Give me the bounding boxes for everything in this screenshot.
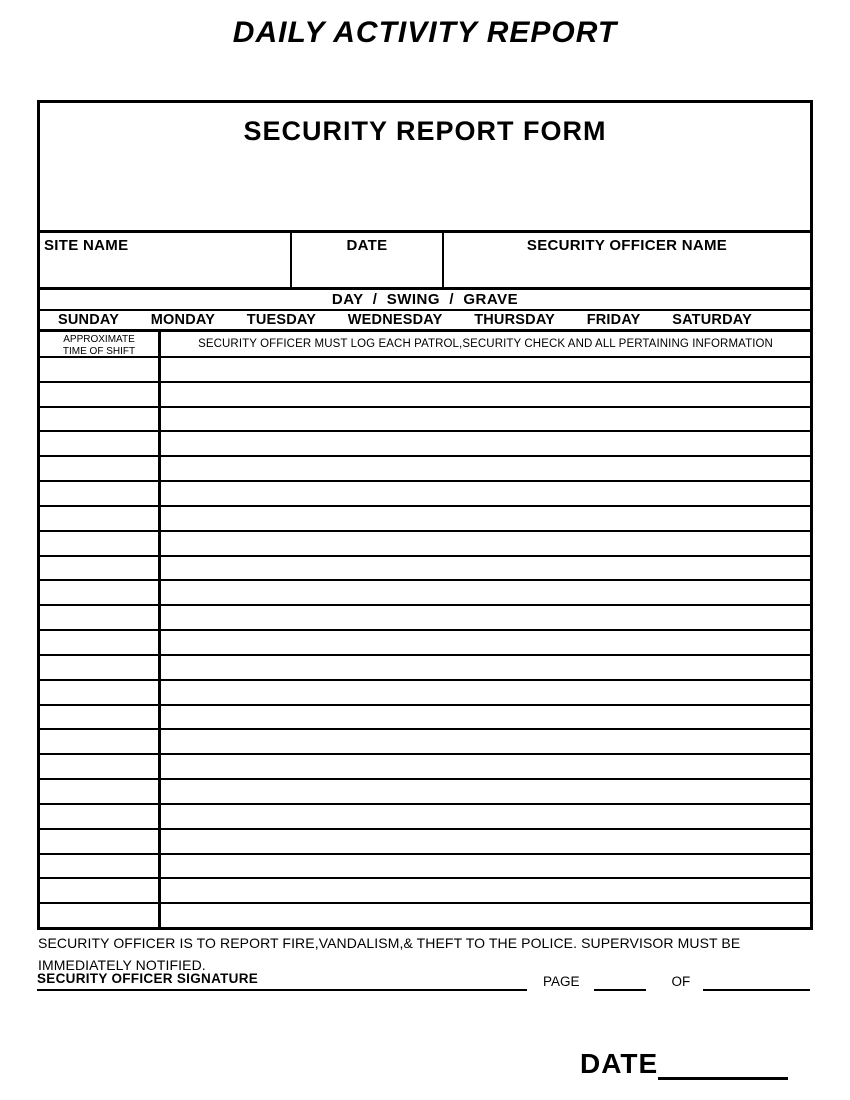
log-table-row xyxy=(40,480,810,505)
day-label[interactable]: SATURDAY xyxy=(672,311,752,328)
page-title: DAILY ACTIVITY REPORT xyxy=(232,16,618,49)
day-label[interactable]: SUNDAY xyxy=(58,311,120,328)
time-of-shift-cell[interactable] xyxy=(40,780,161,803)
log-table-row xyxy=(40,579,810,604)
log-table-row xyxy=(40,654,810,679)
log-entry-cell[interactable] xyxy=(161,656,810,679)
log-table-row xyxy=(40,455,810,480)
time-of-shift-cell[interactable] xyxy=(40,457,161,480)
log-table-row xyxy=(40,728,810,753)
officer-signature-line[interactable]: SECURITY OFFICER SIGNATURE xyxy=(37,971,527,991)
time-of-shift-cell[interactable] xyxy=(40,507,161,530)
log-table-row xyxy=(40,629,810,654)
page-label: PAGE xyxy=(543,974,580,989)
log-entry-cell[interactable] xyxy=(161,557,810,580)
date-label: DATE xyxy=(346,236,388,254)
log-table-row xyxy=(40,679,810,704)
days-of-week-row xyxy=(40,309,810,329)
time-of-shift-cell[interactable] xyxy=(40,855,161,878)
log-entry-cell[interactable] xyxy=(161,408,810,431)
log-table-row xyxy=(40,778,810,803)
log-entry-cell[interactable] xyxy=(161,830,810,853)
time-of-shift-cell[interactable] xyxy=(40,730,161,753)
officer-name-label: SECURITY OFFICER NAME xyxy=(526,236,728,254)
security-report-form xyxy=(37,100,813,930)
log-entry-cell[interactable] xyxy=(161,532,810,555)
time-of-shift-cell[interactable] xyxy=(40,879,161,902)
day-label[interactable]: WEDNESDAY xyxy=(347,311,443,328)
log-table-row xyxy=(40,704,810,729)
time-of-shift-cell[interactable] xyxy=(40,631,161,654)
time-of-shift-cell[interactable] xyxy=(40,482,161,505)
date-field[interactable] xyxy=(292,254,442,284)
bottom-date-label: DATE xyxy=(580,1048,659,1079)
day-label[interactable]: TUESDAY xyxy=(246,311,317,328)
log-entry-cell[interactable] xyxy=(161,706,810,729)
log-table-row xyxy=(40,853,810,878)
log-entry-cell[interactable] xyxy=(161,482,810,505)
time-of-shift-cell[interactable] xyxy=(40,532,161,555)
time-of-shift-cell[interactable] xyxy=(40,755,161,778)
log-entry-cell[interactable] xyxy=(161,681,810,704)
shift-options[interactable]: DAY / SWING / GRAVE xyxy=(40,287,810,309)
log-table-row xyxy=(40,381,810,406)
log-table-row xyxy=(40,877,810,902)
total-pages-field[interactable] xyxy=(703,975,810,991)
time-of-shift-cell[interactable] xyxy=(40,408,161,431)
log-table-row xyxy=(40,430,810,455)
log-entry-cell[interactable] xyxy=(161,507,810,530)
log-instructions-header: SECURITY OFFICER MUST LOG EACH PATROL,SECURITY CHECK AND ALL PERTAINING INFORMATION xyxy=(198,337,773,350)
page-number-field[interactable] xyxy=(594,975,646,991)
log-entry-cell[interactable] xyxy=(161,581,810,604)
log-entry-cell[interactable] xyxy=(161,855,810,878)
form-header: SECURITY REPORT FORM xyxy=(243,116,607,146)
time-header-line1: APPROXIMATE xyxy=(63,333,135,345)
bottom-date-field[interactable] xyxy=(658,1050,788,1080)
date-cell xyxy=(290,233,444,287)
time-header-line2: TIME OF SHIFT xyxy=(62,345,136,357)
time-of-shift-cell[interactable] xyxy=(40,358,161,381)
bottom-date-block xyxy=(580,1048,788,1080)
log-entry-cell[interactable] xyxy=(161,730,810,753)
log-entry-cell[interactable] xyxy=(161,432,810,455)
log-table-row xyxy=(40,753,810,778)
time-of-shift-cell[interactable] xyxy=(40,383,161,406)
signature-row xyxy=(37,969,813,991)
time-of-shift-cell[interactable] xyxy=(40,805,161,828)
log-table-row xyxy=(40,604,810,629)
officer-name-field[interactable] xyxy=(444,254,810,284)
time-of-shift-cell[interactable] xyxy=(40,681,161,704)
time-of-shift-cell[interactable] xyxy=(40,830,161,853)
day-label[interactable]: FRIDAY xyxy=(586,311,641,328)
time-of-shift-header xyxy=(40,332,161,356)
site-name-field[interactable] xyxy=(44,254,290,284)
log-entry-cell[interactable] xyxy=(161,457,810,480)
log-table-row xyxy=(40,406,810,431)
log-table-row xyxy=(40,356,810,381)
day-label[interactable]: THURSDAY xyxy=(474,311,556,328)
officer-name-cell xyxy=(444,233,810,287)
time-of-shift-cell[interactable] xyxy=(40,606,161,629)
log-entry-cell[interactable] xyxy=(161,904,810,927)
log-table-row xyxy=(40,902,810,927)
log-table-row xyxy=(40,555,810,580)
log-table-header xyxy=(40,329,810,356)
log-entry-cell[interactable] xyxy=(161,780,810,803)
site-name-cell xyxy=(40,233,290,287)
of-label: OF xyxy=(671,974,691,989)
log-entry-cell[interactable] xyxy=(161,631,810,654)
log-entry-cell[interactable] xyxy=(161,805,810,828)
time-of-shift-cell[interactable] xyxy=(40,557,161,580)
form-fields-row xyxy=(40,230,810,287)
time-of-shift-cell[interactable] xyxy=(40,581,161,604)
time-of-shift-cell[interactable] xyxy=(40,656,161,679)
log-table-body xyxy=(40,356,810,927)
log-table-row xyxy=(40,803,810,828)
log-entry-cell[interactable] xyxy=(161,606,810,629)
time-of-shift-cell[interactable] xyxy=(40,904,161,927)
site-name-label: SITE NAME xyxy=(44,236,129,254)
log-entry-cell[interactable] xyxy=(161,358,810,381)
day-label[interactable]: MONDAY xyxy=(150,311,216,328)
log-table-row xyxy=(40,530,810,555)
log-entry-cell[interactable] xyxy=(161,755,810,778)
time-of-shift-cell[interactable] xyxy=(40,706,161,729)
log-table-row xyxy=(40,828,810,853)
time-of-shift-cell[interactable] xyxy=(40,432,161,455)
log-table-row xyxy=(40,505,810,530)
police-notice-text: SECURITY OFFICER IS TO REPORT FIRE,VANDALISM,& THEFT TO THE POLICE. SUPERVISOR MUST BE IMMEDIATELY NOTIFIED. xyxy=(38,935,741,973)
log-entry-cell[interactable] xyxy=(161,879,810,902)
log-entry-cell[interactable] xyxy=(161,383,810,406)
